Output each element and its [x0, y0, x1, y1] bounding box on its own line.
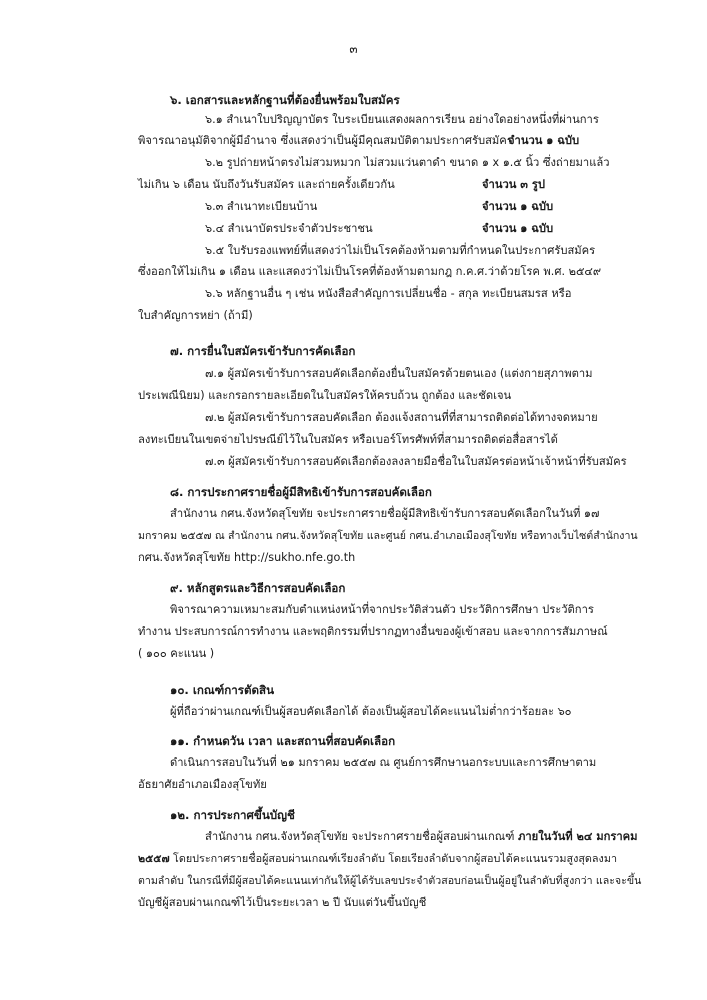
- section-10-heading: ๑๐. เกณฑ์การตัดสิน: [170, 683, 275, 697]
- section-8-heading: ๘. การประกาศรายชื่อผู้มีสิทธิเข้ารับการสอบคัดเลือก: [170, 485, 432, 499]
- s12-line-2b: โดยประกาศรายชื่อผู้สอบผ่านเกณฑ์เรียงลำดับ โดยเรียงลำดับจากผู้สอบได้คะแนนรวมสูงสุดลงมา: [169, 852, 618, 865]
- s7-line-1: ๗.๑ ผู้สมัครเข้ารับการสอบคัดเลือกต้องยื่นใบสมัครด้วยตนเอง (แต่งกายสุภาพตาม: [205, 367, 593, 380]
- section-12-heading: ๑๒. การประกาศขึ้นบัญชี: [170, 808, 295, 822]
- s9-line-2: ทำงาน ประสบการณ์การทำงาน และพฤติกรรมที่ปรากฏทางอื่นของผู้เข้าสอบ และจากการสัมภาษณ์: [138, 625, 608, 638]
- s6-line-5b: จำนวน ๑ ฉบับ: [482, 200, 554, 213]
- section-7-heading: ๗. การยื่นใบสมัครเข้ารับการคัดเลือก: [170, 344, 356, 358]
- s6-line-1: ๖.๑ สำเนาใบปริญญาบัตร ใบระเบียนแสดงผลการเรียน อย่างใดอย่างหนึ่งที่ผ่านการ: [205, 113, 599, 126]
- s6-line-9: ๖.๖ หลักฐานอื่น ๆ เช่น หนังสือสำคัญการเปลี่ยนชื่อ - สกุล ทะเบียนสมรส หรือ: [205, 287, 572, 300]
- s12-line-1b: ภายในวันที่ ๒๔ มกราคม: [517, 830, 638, 843]
- s6-line-5a: ๖.๓ สำเนาทะเบียนบ้าน: [205, 200, 318, 213]
- s6-line-2a: พิจารณาอนุมัติจากผู้มีอำนาจ ซึ่งแสดงว่าเป็นผู้มีคุณสมบัติตามประกาศรับสมัคร: [138, 134, 513, 147]
- s6-line-10: ใบสำคัญการหย่า (ถ้ามี): [138, 309, 253, 322]
- s6-line-8: ซึ่งออกให้ไม่เกิน ๑ เดือน และแสดงว่าไม่เป็นโรคที่ต้องห้ามตามกฎ ก.ค.ศ.ว่าด้วยโรค พ.ศ. ๒๕๔๙: [138, 265, 602, 278]
- s7-line-5: ๗.๓ ผู้สมัครเข้ารับการสอบคัดเลือกต้องลงลายมือชื่อในใบสมัครต่อหน้าเจ้าหน้าที่รับสมัคร: [205, 455, 627, 468]
- s6-line-4b: จำนวน ๓ รูป: [482, 178, 545, 191]
- s6-line-3: ๖.๒ รูปถ่ายหน้าตรงไม่สวมหมวก ไม่สวมแว่นตาดำ ขนาด ๑ x ๑.๕ นิ้ว ซึ่งถ่ายมาแล้ว: [205, 156, 610, 169]
- s8-line-2: มกราคม ๒๕๕๗ ณ สำนักงาน กศน.จังหวัดสุโขทัย และศูนย์ กศน.อำเภอเมืองสุโขทัย หรือทางเว็บไซต์สำนักงาน: [138, 530, 638, 542]
- s8-line-1: สำนักงาน กศน.จังหวัดสุโขทัย จะประกาศรายชื่อผู้มีสิทธิเข้ารับการสอบคัดเลือกในวันที่ ๑๗: [170, 507, 600, 520]
- s12-line-3: ตามลำดับ ในกรณีที่มีผู้สอบได้คะแนนเท่ากันให้ผู้ได้รับเลขประจำตัวสอบก่อนเป็นผู้อยู่ในลำดับที่สูงกว่า และจะขึ้น: [138, 875, 642, 887]
- s11-line-2: อัธยาศัยอำเภอเมืองสุโขทัย: [138, 778, 267, 791]
- s7-line-4: ลงทะเบียนในเขตจ่ายไปรษณีย์ไว้ในใบสมัคร หรือเบอร์โทรศัพท์ที่สามารถติดต่อสื่อสารได้: [138, 433, 558, 446]
- s6-line-7: ๖.๕ ใบรับรองแพทย์ที่แสดงว่าไม่เป็นโรคต้องห้ามตามที่กำหนดในประกาศรับสมัคร: [205, 244, 596, 257]
- s12-line-4: บัญชีผู้สอบผ่านเกณฑ์ไว้เป็นระยะเวลา ๒ ปี นับแต่วันขึ้นบัญชี: [138, 896, 427, 909]
- s7-line-2: ประเพณีนิยม) และกรอกรายละเอียดในใบสมัครให้ครบถ้วน ถูกต้อง และชัดเจน: [138, 389, 512, 402]
- s12-line-2: [138, 851, 617, 867]
- s10-line-1: ผู้ที่ถือว่าผ่านเกณฑ์เป็นผู้สอบคัดเลือกได้ ต้องเป็นผู้สอบได้คะแนนไม่ต่ำกว่าร้อยละ ๖๐: [170, 705, 572, 718]
- s11-line-1: ดำเนินการสอบในวันที่ ๒๑ มกราคม ๒๕๕๗ ณ ศูนย์การศึกษานอกระบบและการศึกษาตาม: [170, 756, 597, 769]
- section-11-heading: ๑๑. กำหนดวัน เวลา และสถานที่สอบคัดเลือก: [170, 734, 396, 748]
- s6-line-4a: ไม่เกิน ๖ เดือน นับถึงวันรับสมัคร และถ่ายครั้งเดียวกัน: [138, 178, 395, 191]
- s6-line-6a: ๖.๔ สำเนาบัตรประจำตัวประชาชน: [205, 222, 373, 235]
- s12-line-1: [205, 829, 638, 845]
- s8-line-3: กศน.จังหวัดสุโขทัย http://sukho.nfe.go.th: [138, 551, 356, 564]
- s7-line-3: ๗.๒ ผู้สมัครเข้ารับการสอบคัดเลือก ต้องแจ้งสถานที่ที่สามารถติดต่อได้ทางจดหมาย: [205, 411, 598, 424]
- page-number: ๓: [349, 42, 358, 56]
- s9-line-1: พิจารณาความเหมาะสมกับตำแหน่งหน้าที่จากประวัติส่วนตัว ประวัติการศึกษา ประวัติการ: [170, 603, 594, 616]
- s6-line-6b: จำนวน ๑ ฉบับ: [482, 222, 554, 235]
- s9-line-3: ( ๑๐๐ คะแนน ): [138, 647, 215, 660]
- section-6-heading: ๖. เอกสารและหลักฐานที่ต้องยื่นพร้อมใบสมัคร: [170, 93, 400, 107]
- s12-line-2a: ๒๕๕๗: [138, 852, 170, 865]
- s6-line-2b: จำนวน ๑ ฉบับ: [508, 134, 580, 147]
- section-9-heading: ๙. หลักสูตรและวิธีการสอบคัดเลือก: [170, 581, 346, 595]
- s12-line-1a: สำนักงาน กศน.จังหวัดสุโขทัย จะประกาศรายชื่อผู้สอบผ่านเกณฑ์: [205, 830, 518, 843]
